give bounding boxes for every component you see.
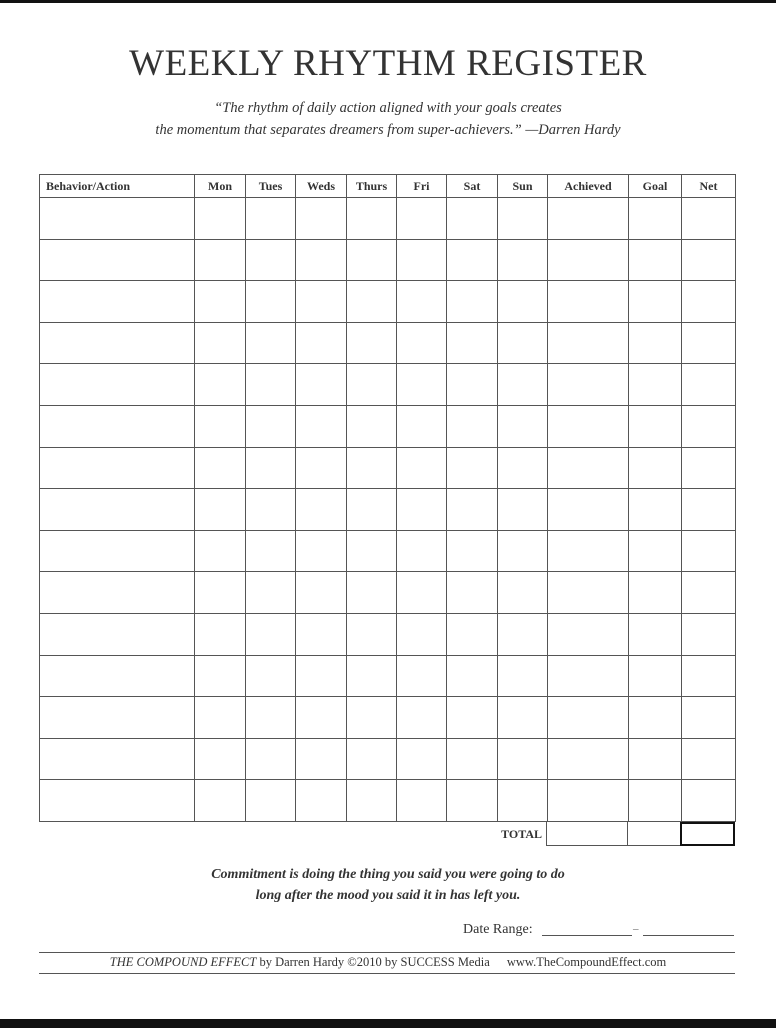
table-row: [40, 447, 736, 489]
header-achieved: Achieved: [548, 175, 629, 198]
cell-sat[interactable]: [447, 239, 498, 281]
header-thurs: Thurs: [347, 175, 397, 198]
cell-behavior[interactable]: [40, 738, 195, 780]
header-fri: Fri: [397, 175, 447, 198]
cell-behavior[interactable]: [40, 405, 195, 447]
cell-goal[interactable]: [629, 281, 682, 323]
cell-fri[interactable]: [397, 530, 447, 572]
table-row: [40, 572, 736, 614]
cell-tues[interactable]: [246, 405, 296, 447]
cell-tues[interactable]: [246, 780, 296, 822]
cell-goal[interactable]: [629, 489, 682, 531]
cell-goal[interactable]: [629, 655, 682, 697]
cell-net[interactable]: [682, 780, 736, 822]
cell-mon[interactable]: [195, 364, 246, 406]
cell-sun[interactable]: [498, 322, 548, 364]
cell-sat[interactable]: [447, 281, 498, 323]
cell-achieved[interactable]: [548, 364, 629, 406]
cell-sun[interactable]: [498, 780, 548, 822]
table-row: [40, 322, 736, 364]
table-row: [40, 697, 736, 739]
cell-sun[interactable]: [498, 572, 548, 614]
cell-fri[interactable]: [397, 738, 447, 780]
cell-net[interactable]: [682, 530, 736, 572]
cell-sun[interactable]: [498, 281, 548, 323]
cell-thurs[interactable]: [347, 530, 397, 572]
cell-tues[interactable]: [246, 281, 296, 323]
cell-thurs[interactable]: [347, 780, 397, 822]
cell-sun[interactable]: [498, 364, 548, 406]
cell-tues[interactable]: [246, 613, 296, 655]
cell-weds[interactable]: [296, 364, 347, 406]
cell-thurs[interactable]: [347, 198, 397, 240]
cell-tues[interactable]: [246, 572, 296, 614]
cell-sat[interactable]: [447, 780, 498, 822]
table-row: [40, 198, 736, 240]
cell-mon[interactable]: [195, 738, 246, 780]
cell-net[interactable]: [682, 405, 736, 447]
cell-sat[interactable]: [447, 655, 498, 697]
commitment-quote: [0, 864, 776, 906]
cell-behavior[interactable]: [40, 364, 195, 406]
cell-achieved[interactable]: [548, 198, 629, 240]
date-range-label: Date Range:: [463, 922, 533, 937]
cell-tues[interactable]: [246, 530, 296, 572]
cell-mon[interactable]: [195, 447, 246, 489]
cell-mon[interactable]: [195, 530, 246, 572]
cell-fri[interactable]: [397, 655, 447, 697]
cell-weds[interactable]: [296, 198, 347, 240]
table-row: [40, 405, 736, 447]
header-net: Net: [682, 175, 736, 198]
cell-fri[interactable]: [397, 322, 447, 364]
cell-weds[interactable]: [296, 447, 347, 489]
cell-achieved[interactable]: [548, 780, 629, 822]
table-row: [40, 530, 736, 572]
cell-achieved[interactable]: [548, 655, 629, 697]
date-range-separator: –: [633, 923, 639, 935]
cell-thurs[interactable]: [347, 239, 397, 281]
header-sun: Sun: [498, 175, 548, 198]
cell-achieved[interactable]: [548, 489, 629, 531]
cell-weds[interactable]: [296, 655, 347, 697]
cell-sat[interactable]: [447, 322, 498, 364]
cell-fri[interactable]: [397, 281, 447, 323]
cell-mon[interactable]: [195, 198, 246, 240]
cell-achieved[interactable]: [548, 322, 629, 364]
cell-tues[interactable]: [246, 697, 296, 739]
cell-fri[interactable]: [397, 572, 447, 614]
commitment-line-2: long after the mood you said it in has left you.: [255, 888, 521, 903]
cell-weds[interactable]: [296, 780, 347, 822]
cell-sat[interactable]: [447, 405, 498, 447]
cell-net[interactable]: [682, 738, 736, 780]
cell-net[interactable]: [682, 447, 736, 489]
cell-fri[interactable]: [397, 239, 447, 281]
footer-credit: by Darren Hardy ©2010 by SUCCESS Media: [259, 955, 490, 969]
cell-tues[interactable]: [246, 447, 296, 489]
cell-sun[interactable]: [498, 738, 548, 780]
cell-goal[interactable]: [629, 697, 682, 739]
cell-thurs[interactable]: [347, 572, 397, 614]
header-weds: Weds: [296, 175, 347, 198]
header-goal: Goal: [629, 175, 682, 198]
cell-sat[interactable]: [447, 489, 498, 531]
cell-goal[interactable]: [629, 447, 682, 489]
cell-thurs[interactable]: [347, 697, 397, 739]
date-range-start-field[interactable]: [542, 935, 632, 936]
cell-goal[interactable]: [629, 405, 682, 447]
cell-behavior[interactable]: [40, 447, 195, 489]
cell-fri[interactable]: [397, 405, 447, 447]
header-row: [40, 175, 736, 198]
cell-tues[interactable]: [246, 364, 296, 406]
cell-behavior[interactable]: [40, 655, 195, 697]
total-net-cell[interactable]: [680, 822, 735, 846]
cell-achieved[interactable]: [548, 613, 629, 655]
footer-book-title: THE COMPOUND EFFECT: [109, 955, 257, 969]
cell-goal[interactable]: [629, 780, 682, 822]
header-sat: Sat: [447, 175, 498, 198]
cell-behavior[interactable]: [40, 239, 195, 281]
bottom-border: [0, 1019, 776, 1028]
cell-fri[interactable]: [397, 780, 447, 822]
cell-weds[interactable]: [296, 697, 347, 739]
cell-net[interactable]: [682, 239, 736, 281]
cell-fri[interactable]: [397, 364, 447, 406]
cell-behavior[interactable]: [40, 198, 195, 240]
top-border: [0, 0, 776, 3]
total-achieved-cell[interactable]: [546, 822, 628, 846]
cell-thurs[interactable]: [347, 613, 397, 655]
footer: [0, 955, 776, 970]
cell-mon[interactable]: [195, 322, 246, 364]
cell-mon[interactable]: [195, 489, 246, 531]
header-behavior: Behavior/Action: [40, 175, 195, 198]
cell-goal[interactable]: [629, 530, 682, 572]
cell-behavior[interactable]: [40, 530, 195, 572]
cell-thurs[interactable]: [347, 447, 397, 489]
total-label: TOTAL: [501, 827, 542, 841]
cell-fri[interactable]: [397, 198, 447, 240]
header-tues: Tues: [246, 175, 296, 198]
cell-thurs[interactable]: [347, 738, 397, 780]
cell-tues[interactable]: [246, 655, 296, 697]
cell-behavior[interactable]: [40, 613, 195, 655]
cell-goal[interactable]: [629, 572, 682, 614]
cell-sat[interactable]: [447, 530, 498, 572]
cell-weds[interactable]: [296, 405, 347, 447]
cell-sun[interactable]: [498, 489, 548, 531]
cell-sat[interactable]: [447, 447, 498, 489]
table-row: [40, 780, 736, 822]
cell-net[interactable]: [682, 655, 736, 697]
cell-sat[interactable]: [447, 697, 498, 739]
cell-weds[interactable]: [296, 613, 347, 655]
cell-net[interactable]: [682, 572, 736, 614]
footer-rule-bottom: [39, 973, 735, 974]
register-table: [39, 174, 736, 822]
cell-sat[interactable]: [447, 613, 498, 655]
cell-mon[interactable]: [195, 281, 246, 323]
register-body: [40, 198, 736, 822]
cell-thurs[interactable]: [347, 281, 397, 323]
cell-weds[interactable]: [296, 738, 347, 780]
cell-thurs[interactable]: [347, 405, 397, 447]
cell-mon[interactable]: [195, 697, 246, 739]
cell-weds[interactable]: [296, 489, 347, 531]
footer-url: www.TheCompoundEffect.com: [506, 955, 667, 969]
cell-sun[interactable]: [498, 239, 548, 281]
cell-net[interactable]: [682, 322, 736, 364]
cell-sun[interactable]: [498, 697, 548, 739]
cell-fri[interactable]: [397, 489, 447, 531]
cell-behavior[interactable]: [40, 322, 195, 364]
cell-weds[interactable]: [296, 239, 347, 281]
cell-sun[interactable]: [498, 655, 548, 697]
quote-line-2: the momentum that separates dreamers from super-achievers.” —Darren Hardy: [155, 122, 621, 138]
commitment-line-1: Commitment is doing the thing you said you were going to do: [211, 867, 565, 882]
table-row: [40, 281, 736, 323]
cell-sat[interactable]: [447, 198, 498, 240]
cell-achieved[interactable]: [548, 281, 629, 323]
cell-tues[interactable]: [246, 738, 296, 780]
cell-achieved[interactable]: [548, 405, 629, 447]
total-goal-cell[interactable]: [627, 822, 681, 846]
cell-goal[interactable]: [629, 364, 682, 406]
cell-fri[interactable]: [397, 697, 447, 739]
table-row: [40, 239, 736, 281]
cell-thurs[interactable]: [347, 489, 397, 531]
cell-goal[interactable]: [629, 738, 682, 780]
cell-goal[interactable]: [629, 198, 682, 240]
cell-goal[interactable]: [629, 239, 682, 281]
cell-weds[interactable]: [296, 322, 347, 364]
cell-behavior[interactable]: [40, 572, 195, 614]
cell-mon[interactable]: [195, 239, 246, 281]
cell-achieved[interactable]: [548, 697, 629, 739]
table-row: [40, 738, 736, 780]
cell-fri[interactable]: [397, 447, 447, 489]
page-title: WEEKLY RHYTHM REGISTER: [129, 43, 647, 84]
cell-net[interactable]: [682, 198, 736, 240]
total-row: [0, 822, 776, 846]
cell-net[interactable]: [682, 613, 736, 655]
cell-tues[interactable]: [246, 322, 296, 364]
cell-sun[interactable]: [498, 447, 548, 489]
cell-mon[interactable]: [195, 780, 246, 822]
table-row: [40, 655, 736, 697]
cell-sun[interactable]: [498, 613, 548, 655]
cell-weds[interactable]: [296, 572, 347, 614]
date-range-end-field[interactable]: [643, 935, 734, 936]
cell-sun[interactable]: [498, 405, 548, 447]
footer-rule-top: [39, 952, 735, 953]
cell-behavior[interactable]: [40, 281, 195, 323]
cell-achieved[interactable]: [548, 447, 629, 489]
table-row: [40, 489, 736, 531]
cell-thurs[interactable]: [347, 322, 397, 364]
cell-thurs[interactable]: [347, 364, 397, 406]
cell-sat[interactable]: [447, 572, 498, 614]
cell-net[interactable]: [682, 489, 736, 531]
table-row: [40, 364, 736, 406]
header-mon: Mon: [195, 175, 246, 198]
cell-mon[interactable]: [195, 613, 246, 655]
cell-achieved[interactable]: [548, 572, 629, 614]
cell-thurs[interactable]: [347, 655, 397, 697]
cell-behavior[interactable]: [40, 697, 195, 739]
table-row: [40, 613, 736, 655]
cell-mon[interactable]: [195, 655, 246, 697]
cell-achieved[interactable]: [548, 530, 629, 572]
cell-tues[interactable]: [246, 239, 296, 281]
cell-sun[interactable]: [498, 530, 548, 572]
cell-achieved[interactable]: [548, 239, 629, 281]
cell-behavior[interactable]: [40, 489, 195, 531]
cell-behavior[interactable]: [40, 780, 195, 822]
cell-weds[interactable]: [296, 281, 347, 323]
cell-mon[interactable]: [195, 405, 246, 447]
cell-mon[interactable]: [195, 572, 246, 614]
cell-net[interactable]: [682, 364, 736, 406]
cell-fri[interactable]: [397, 613, 447, 655]
cell-goal[interactable]: [629, 613, 682, 655]
quote-line-1: “The rhythm of daily action aligned with your goals creates: [214, 100, 562, 116]
cell-sun[interactable]: [498, 198, 548, 240]
cell-sat[interactable]: [447, 738, 498, 780]
quote: [0, 97, 776, 141]
cell-tues[interactable]: [246, 489, 296, 531]
cell-net[interactable]: [682, 281, 736, 323]
cell-achieved[interactable]: [548, 738, 629, 780]
cell-tues[interactable]: [246, 198, 296, 240]
cell-goal[interactable]: [629, 322, 682, 364]
cell-net[interactable]: [682, 697, 736, 739]
cell-weds[interactable]: [296, 530, 347, 572]
cell-sat[interactable]: [447, 364, 498, 406]
